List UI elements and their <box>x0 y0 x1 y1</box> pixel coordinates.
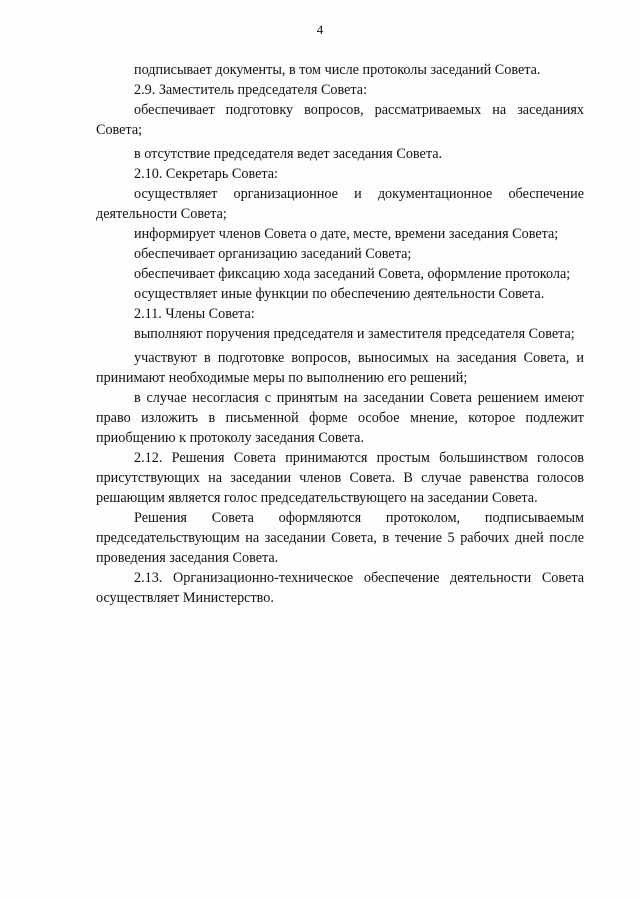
paragraph: в отсутствие председателя ведет заседания Совета. <box>134 146 443 162</box>
paragraph: осуществляет иные функции по обеспечению деятельности Совета. <box>134 286 545 302</box>
paragraph: обеспечивает фиксацию хода заседаний Совета, оформление протокола; <box>134 266 571 282</box>
paragraph: Решения Совета оформляются протоколом, подписываемым председательствующим на заседании Совета, в течение 5 рабочих дней после проведения заседания Совета. <box>96 510 584 566</box>
paragraph: в случае несогласия с принятым на заседании Совета решением имеют право изложить в письменной форме особое мнение, которое подлежит приобщению к протоколу заседания Совета. <box>96 390 584 446</box>
paragraph: обеспечивает организацию заседаний Совета; <box>134 246 412 262</box>
section-heading: 2.10. Секретарь Совета: <box>134 166 279 182</box>
page-number: 4 <box>316 22 324 37</box>
section-heading: 2.9. Заместитель председателя Совета: <box>134 82 368 98</box>
paragraph: участвуют в подготовке вопросов, выносимых на заседания Совета, и принимают необходимые меры по выполнению его решений; <box>96 350 584 386</box>
paragraph: выполняют поручения председателя и заместителя председателя Совета; <box>134 326 575 342</box>
paragraph: подписывает документы, в том числе протоколы заседаний Совета. <box>134 62 541 78</box>
paragraph: 2.12. Решения Совета принимаются простым большинством голосов присутствующих на заседании членов Совета. В случае равенства голосов решающим является голос председательствующего на заседании Совета. <box>96 450 584 506</box>
paragraph: осуществляет организационное и документационное обеспечение деятельности Совета; <box>96 186 584 222</box>
document-body <box>96 60 584 608</box>
paragraph: информирует членов Совета о дате, месте, времени заседания Совета; <box>134 226 559 242</box>
paragraph: обеспечивает подготовку вопросов, рассматриваемых на заседаниях Совета; <box>96 102 584 138</box>
paragraph: 2.13. Организационно-техническое обеспечение деятельности Совета осуществляет Министерство. <box>96 570 584 606</box>
section-heading: 2.11. Члены Совета: <box>134 306 255 322</box>
